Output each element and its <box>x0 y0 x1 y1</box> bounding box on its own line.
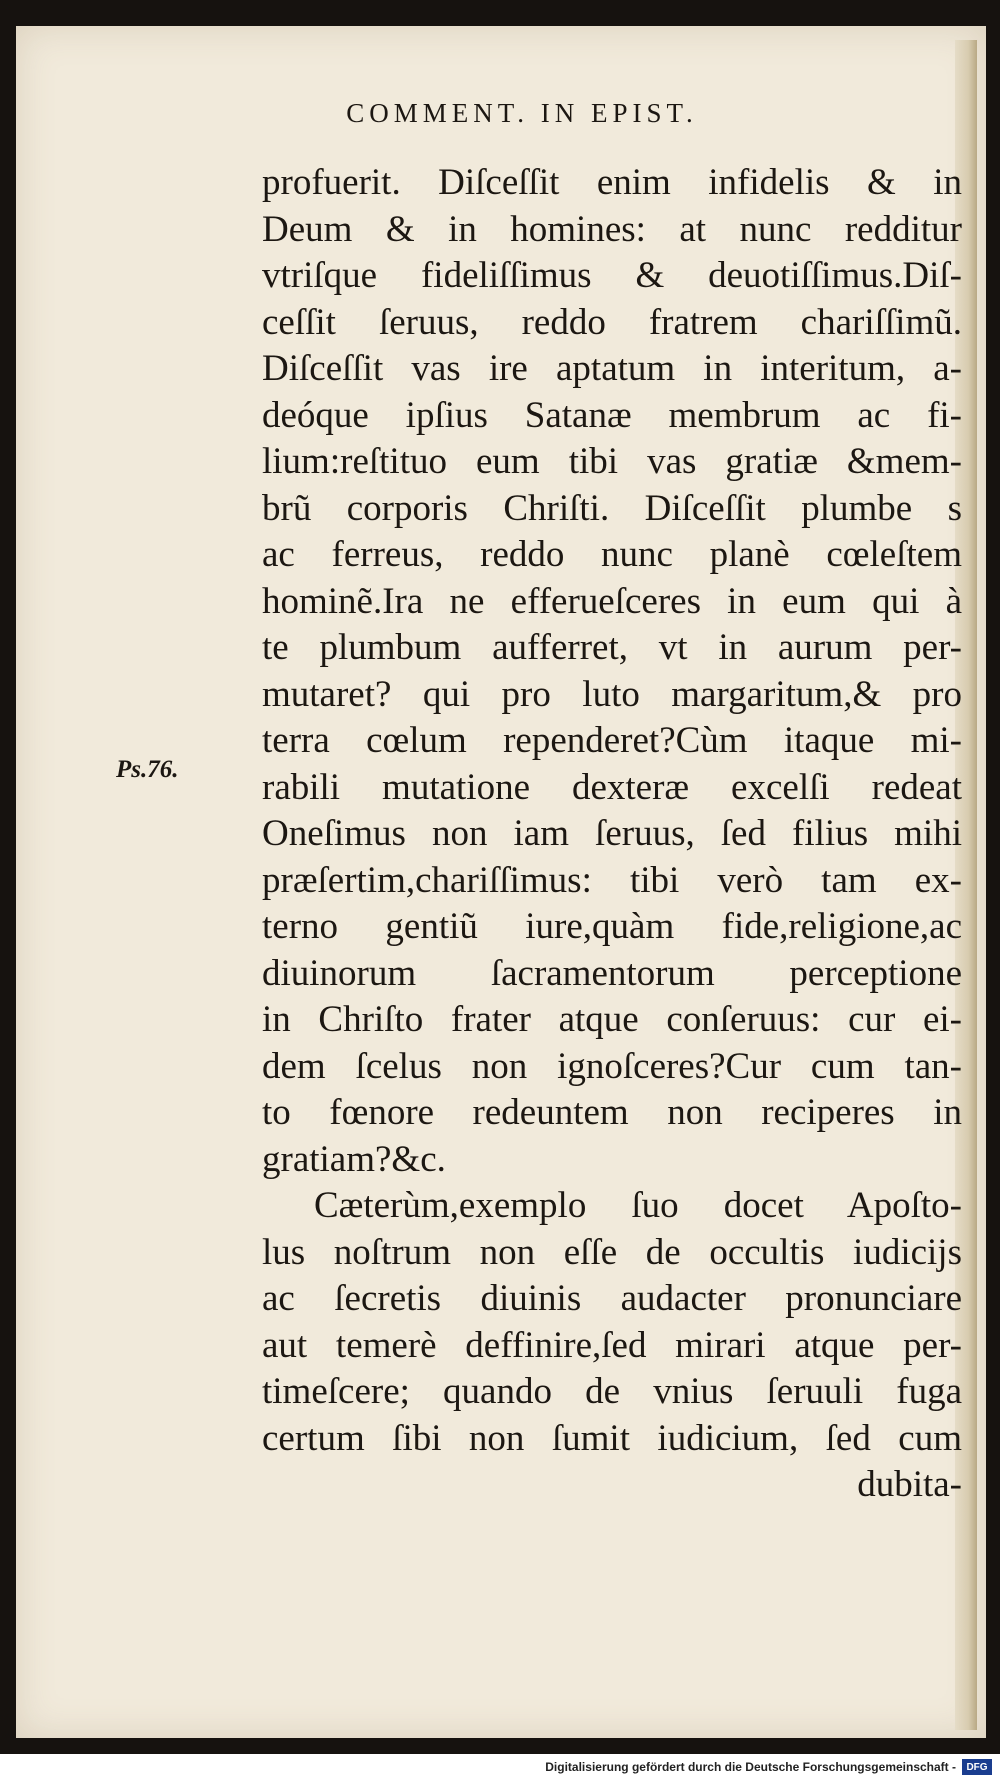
text-line: timeſcere; quando de vnius ſeruuli fuga <box>262 1371 962 1412</box>
text-line: terno gentiũ iure,quàm fide,religione,ac <box>262 906 962 947</box>
text-line: lium:reſtituo eum tibi vas gratiæ &mem- <box>262 441 962 482</box>
text-line: profuerit. Dіſceſſit enim infidelis & in <box>262 162 962 203</box>
margin-note: Ps.76. <box>116 756 179 783</box>
text-line: lus noſtrum non eſſe de occultis iudicijs <box>262 1231 962 1273</box>
catchword: dubita- <box>857 1464 962 1505</box>
text-line: præſertim,chariſſimus: tibi verò tam ex- <box>262 859 962 901</box>
body-text <box>262 160 962 1509</box>
dfg-logo-icon: DFG <box>962 1759 992 1775</box>
text-line: Deum & in homines: at nunc redditur <box>262 208 962 250</box>
text-line: terra cœlum rependeret?Cùm itaque mi- <box>262 720 962 761</box>
text-line: brũ corporis Chriſti. Diſceſſit plumbe s <box>262 487 962 529</box>
text-line: diuinorum ſacramentorum perceptione <box>262 952 962 994</box>
text-line: gratiam?&c. <box>262 1138 446 1180</box>
text-line: te plumbum aufferret, vt in aurum per- <box>262 627 962 668</box>
text-line: mutaret? qui pro luto margaritum,& pro <box>262 673 962 715</box>
text-line: aut temerè deffinire,ſed mirari atque per- <box>262 1324 962 1366</box>
text-line: Cæterùm,exemplo ſuo docet Apoſto- <box>314 1185 962 1226</box>
text-line: in Chriſto frater atque conſeruus: cur ei- <box>262 999 962 1040</box>
text-line: Diſceſſit vas ire aptatum in interitum, a- <box>262 348 962 389</box>
text-line: certum ſibi non ſumit iudicium, ſed cum <box>262 1417 962 1459</box>
text-line: Oneſimus non iam ſeruus, ſed filius mihi <box>262 813 962 854</box>
text-line: hominẽ.Ira ne efferueſceres in eum qui à <box>262 580 962 622</box>
funding-credit: Digitalisierung gefördert durch die Deutsche Forschungsgemeinschaft - <box>545 1760 956 1774</box>
text-line: to fœnore redeuntem non reciperes in <box>262 1092 962 1133</box>
text-line: ceſſit ſeruus, reddo fratrem chariſſimũ. <box>262 301 962 343</box>
text-line: deóque ipſius Satanæ membrum ac fi- <box>262 394 962 436</box>
footer-bar <box>0 1754 1000 1780</box>
text-line: ac ſecretis diuinis audacter pronunciare <box>262 1278 962 1319</box>
text-line: ac ferreus, reddo nunc planè cœleſtem <box>262 534 962 575</box>
text-line: dem ſcelus non ignoſceres?Cur cum tan- <box>262 1045 962 1087</box>
text-line: rabili mutatione dexteræ excelſi redeat <box>262 766 962 808</box>
text-line: vtriſque fideliſſimus & deuotiſſimus.Diſ- <box>262 255 962 296</box>
running-head: COMMENT. IN EPIST. <box>346 98 698 128</box>
